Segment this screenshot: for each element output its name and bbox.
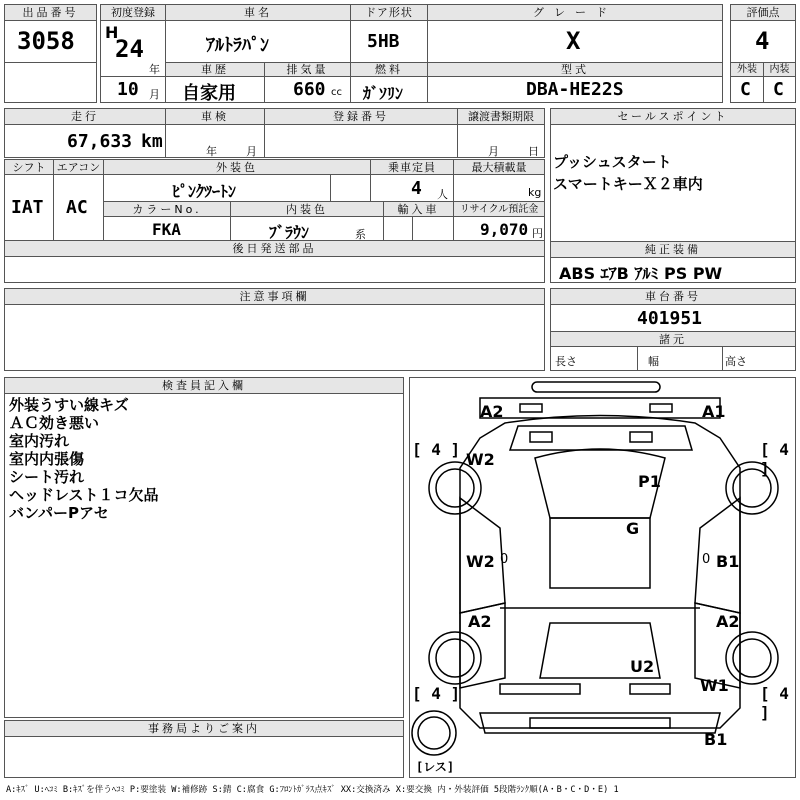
lot-no-header: 出品番号 xyxy=(4,4,97,21)
recycle-cell xyxy=(453,216,545,241)
sales-point-1: プッシュスタート xyxy=(553,153,672,171)
aircon-header: エアコン xyxy=(53,159,104,175)
lot-no-cell xyxy=(4,20,97,63)
int-color-cell xyxy=(230,216,384,241)
zero-mark-right: 0 xyxy=(702,552,711,567)
aircon-cell xyxy=(53,174,104,241)
inspection-year-unit: 年 xyxy=(206,145,217,158)
first-reg-year-cell xyxy=(100,20,166,77)
later-parts-header: 後日発送部品 xyxy=(4,240,545,257)
history-cell xyxy=(165,76,265,103)
damage-mark-w2-left-side: W2 xyxy=(466,552,495,571)
tire-depth-rear-right: [ 4 ] xyxy=(760,684,789,722)
grade-header: グレード xyxy=(427,4,723,21)
sales-points-cell xyxy=(550,124,796,258)
notes-cell xyxy=(4,304,545,371)
car-diagram xyxy=(409,377,796,778)
int-score-value: C xyxy=(773,79,784,100)
first-reg-header: 初度登録 xyxy=(100,4,166,21)
tire-depth-rear-left: [ 4 ] xyxy=(412,684,461,703)
mileage-header: 走行 xyxy=(4,108,166,125)
equipment-value: ABS ｴｱB ｱﾙﾐ PS PW xyxy=(559,264,723,283)
int-score-header: 内装 xyxy=(763,62,796,77)
specs-width-label: 幅 xyxy=(648,355,659,368)
ext-color-extra xyxy=(330,174,371,202)
aircon-value: AC xyxy=(66,197,88,218)
max-load-cell xyxy=(453,174,545,202)
door-value: 5HB xyxy=(367,31,400,52)
int-score-cell xyxy=(763,76,796,103)
legend-text: A:ｷｽﾞ U:ﾍｺﾐ B:ｷｽﾞを伴うﾍｺﾐ P:要塗装 W:補修跡 S:錆 C:腐食 G:ﾌﾛﾝﾄｶﾞﾗｽ点ｷｽﾞ XX:交換済み X:要交換 内・外装評価 5段階ﾗﾝｸ順(A・B・C・D・E) 1 xyxy=(6,785,619,795)
mileage-unit: km xyxy=(141,131,163,152)
max-load-header: 最大積載量 xyxy=(453,159,545,175)
ext-score-value: C xyxy=(740,79,751,100)
specs-length-label: 長さ xyxy=(555,355,577,368)
equipment-cell xyxy=(550,257,796,283)
inspector-line-4: 室内内張傷 xyxy=(9,450,85,468)
specs-height-cell xyxy=(722,346,796,371)
fuel-cell xyxy=(350,76,428,103)
inspector-line-2: ＡＣ効き悪い xyxy=(9,414,100,432)
transfer-header: 譲渡書類期限 xyxy=(457,108,545,125)
damage-mark-g-glass: G xyxy=(626,519,640,538)
transfer-month-unit: 月 xyxy=(488,145,499,158)
displacement-unit: cc xyxy=(331,87,342,98)
import-header: 輸入車 xyxy=(383,201,454,217)
zero-mark-left: 0 xyxy=(500,552,509,567)
capacity-header: 乗車定員 xyxy=(370,159,454,175)
tire-depth-value: 4 xyxy=(779,684,789,703)
inspector-line-6: ヘッドレスト１コ欠品 xyxy=(9,486,159,504)
damage-mark-p1-roof: P1 xyxy=(638,472,661,491)
chassis-cell xyxy=(550,304,796,332)
tire-depth-value: 4 xyxy=(431,440,441,459)
int-color-value: ﾌﾞﾗｳﾝ xyxy=(269,223,310,241)
ext-color-cell xyxy=(103,174,331,202)
grade-cell xyxy=(427,20,723,63)
reg-no-cell xyxy=(264,124,458,158)
spare-tire-value: レス xyxy=(423,760,447,774)
inspector-line-5: シート汚れ xyxy=(9,468,85,486)
inspection-cell xyxy=(165,124,265,158)
specs-header: 諸元 xyxy=(550,331,796,347)
first-reg-month-cell xyxy=(100,76,166,103)
history-value: 自家用 xyxy=(182,83,236,103)
score-header: 評価点 xyxy=(730,4,796,21)
transfer-cell xyxy=(457,124,545,158)
max-load-unit: kg xyxy=(528,186,542,199)
capacity-unit: 人 xyxy=(437,188,448,201)
specs-length-cell xyxy=(550,346,638,371)
color-no-cell xyxy=(103,216,231,241)
int-color-suffix: 系 xyxy=(355,228,366,241)
year-unit: 年 xyxy=(149,63,160,76)
mileage-cell xyxy=(4,124,166,158)
grade-value: X xyxy=(566,27,581,55)
shift-cell xyxy=(4,174,54,241)
tire-depth-value: 4 xyxy=(779,440,789,459)
recycle-unit: 円 xyxy=(532,227,543,240)
office-cell xyxy=(4,736,404,778)
door-cell xyxy=(350,20,428,63)
score-value: 4 xyxy=(755,27,770,55)
spare-tire-label: [レス] xyxy=(416,760,455,774)
month-value: 10 xyxy=(117,79,139,100)
inspector-line-3: 室内汚れ xyxy=(9,432,70,450)
damage-mark-b1-right-side: B1 xyxy=(716,552,740,571)
ext-score-cell xyxy=(730,76,764,103)
capacity-cell xyxy=(370,174,454,202)
inspector-line-7: バンパーPアセ xyxy=(9,504,109,522)
import-divider xyxy=(412,217,413,241)
tire-depth-front-left: [ 4 ] xyxy=(412,440,461,459)
month-unit: 月 xyxy=(149,88,160,101)
lot-no-value: 3058 xyxy=(17,27,75,55)
int-color-header: 内装色 xyxy=(230,201,384,217)
score-cell xyxy=(730,20,796,63)
reg-no-header: 登録番号 xyxy=(264,108,458,125)
fuel-header: 燃料 xyxy=(350,62,428,77)
inspector-cell xyxy=(4,393,404,718)
chassis-header: 車台番号 xyxy=(550,288,796,305)
displacement-cell xyxy=(264,76,351,103)
displacement-value: 660 xyxy=(293,79,326,100)
car-outline-svg xyxy=(410,378,796,778)
inspection-month-unit: 月 xyxy=(246,145,257,158)
sales-point-2: スマートキーＸ２車内 xyxy=(553,175,703,193)
recycle-header: リサイクル預託金 xyxy=(453,201,545,217)
damage-mark-a2-front-left: A2 xyxy=(480,402,504,421)
damage-mark-a1-front-right: A1 xyxy=(702,402,726,421)
ext-color-value: ﾋﾟﾝｸﾂｰﾄﾝ xyxy=(172,182,237,201)
car-name-cell xyxy=(165,20,351,63)
inspector-header: 検査員記入欄 xyxy=(4,377,404,394)
tire-depth-value: 4 xyxy=(431,684,441,703)
model-value: DBA-HE22S xyxy=(526,79,624,100)
transfer-day-unit: 日 xyxy=(528,145,539,158)
year-value: 24 xyxy=(115,35,144,63)
color-no-value: FKA xyxy=(152,220,181,239)
notes-header: 注意事項欄 xyxy=(4,288,545,305)
damage-mark-w2-front-left-door: W2 xyxy=(466,450,495,469)
car-name-value: ｱﾙﾄﾗﾊﾟﾝ xyxy=(206,35,269,56)
door-header: ドア形状 xyxy=(350,4,428,21)
ext-color-header: 外装色 xyxy=(103,159,371,175)
car-name-header: 車名 xyxy=(165,4,351,21)
history-header: 車歴 xyxy=(165,62,265,77)
era-value: H xyxy=(105,23,119,42)
damage-mark-a2-left-rear: A2 xyxy=(468,612,492,631)
displacement-header: 排気量 xyxy=(264,62,351,77)
specs-width-cell xyxy=(637,346,723,371)
shift-header: シフト xyxy=(4,159,54,175)
shift-value: IAT xyxy=(11,197,44,218)
damage-mark-w1-rear-right: W1 xyxy=(700,676,729,695)
import-cell xyxy=(383,216,454,241)
capacity-value: 4 xyxy=(411,178,422,199)
damage-mark-a2-right-rear: A2 xyxy=(716,612,740,631)
sales-points-header: セールスポイント xyxy=(550,108,796,125)
specs-height-label: 高さ xyxy=(725,355,747,368)
inspector-line-1: 外装うすい線キズ xyxy=(9,396,129,414)
damage-mark-b1-rear-bumper: B1 xyxy=(704,730,728,749)
later-parts-cell xyxy=(4,256,545,283)
tire-depth-front-right: [ 4 ] xyxy=(760,440,789,478)
color-no-header: カラーNo. xyxy=(103,201,231,217)
model-header: 型式 xyxy=(427,62,723,77)
model-cell xyxy=(427,76,723,103)
office-header: 事務局よりご案内 xyxy=(4,720,404,737)
inspection-header: 車検 xyxy=(165,108,265,125)
equipment-header: 純正装備 xyxy=(550,241,796,258)
chassis-value: 401951 xyxy=(637,308,703,329)
damage-mark-u2-rear: U2 xyxy=(630,657,655,676)
fuel-value: ｶﾞｿﾘﾝ xyxy=(363,84,404,103)
mileage-value: 67,633 xyxy=(67,131,133,152)
ext-score-header: 外装 xyxy=(730,62,764,77)
lot-no-blank xyxy=(4,62,97,103)
recycle-value: 9,070 xyxy=(480,220,529,239)
